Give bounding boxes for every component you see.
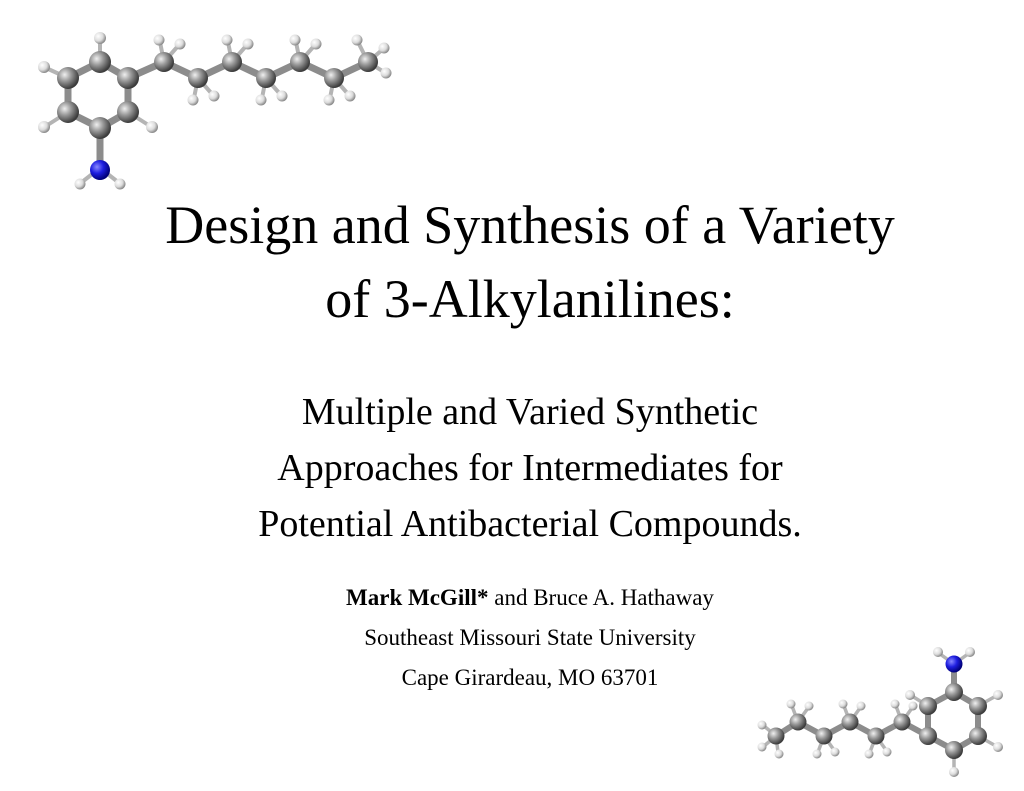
subtitle-line-2: Approaches for Intermediates for xyxy=(277,447,783,489)
location: Cape Girardeau, MO 63701 xyxy=(401,665,659,690)
author-line xyxy=(100,578,960,618)
subtitle-line-3: Potential Antibacterial Compounds. xyxy=(258,503,802,545)
aniline-molecule-model-bottom xyxy=(752,640,1014,790)
subtitle-line-1: Multiple and Varied Synthetic xyxy=(301,391,759,433)
slide-title xyxy=(60,188,1000,336)
slide-subtitle xyxy=(100,384,960,552)
coauthor-name: and Bruce A. Hathaway xyxy=(488,585,714,610)
title-line-1: Design and Synthesis of a Variety xyxy=(165,195,895,255)
affiliation: Southeast Missouri State University xyxy=(364,625,696,650)
title-line-2: of 3-Alkylanilines: xyxy=(325,269,735,329)
presenter-name: Mark McGill* xyxy=(346,585,489,610)
aniline-molecule-model-top xyxy=(22,22,402,202)
